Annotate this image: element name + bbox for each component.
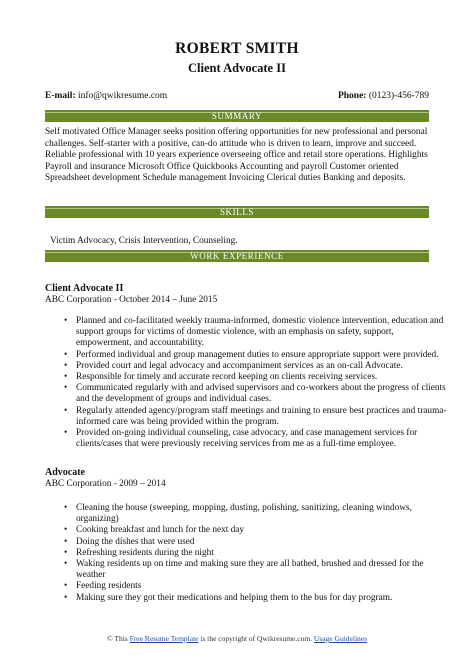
phone-value: (0123)-456-789	[368, 91, 429, 101]
bullet-icon: •	[64, 536, 68, 547]
duty-item: • Responsible for timely and accurate record keeping on clients receiving services.	[64, 372, 378, 383]
summary-text: Self motivated Office Manager seeks position offering opportunities for new professional and personal challenges. Self-starter with a positive, can-do attitude who is driven to learn, improve and succeed. Reliable professional with 10 years experience overseeing office and retail store operations. Highlights Payroll and insurance Microsoft Office Quickbooks Accounting and payroll Customer oriented Spreadsheet development Schedule management Invoicing Clerical duties Banking and deposits.	[45, 127, 428, 184]
phone-label: Phone:	[337, 91, 367, 101]
duty-item: • Waking residents up on time and making sure they are all bathed, brushed and dressed for the weather	[64, 559, 424, 581]
bullet-icon: •	[64, 383, 68, 394]
bullet-icon: •	[64, 316, 68, 326]
bullet-icon: •	[64, 428, 68, 439]
job-2-duties	[62, 503, 448, 604]
email-block	[45, 91, 167, 101]
duty-item: • Cooking breakfast and lunch for the next day	[64, 525, 245, 536]
experience-section-header: WORK EXPERIENCE	[45, 250, 429, 262]
bullet-icon: •	[64, 581, 68, 592]
job-1-meta: ABC Corporation - October 2014 – June 2015	[45, 295, 218, 305]
email-label: E-mail:	[45, 91, 76, 101]
bullet-icon: •	[64, 372, 68, 383]
bullet-icon: •	[64, 547, 68, 558]
duty-item: • Refreshing residents during the night	[64, 547, 214, 558]
duty-item: • Making sure they got their medications and helping them to the bus for day program.	[64, 592, 393, 603]
duty-item: • Planned and co-facilitated weekly trauma-informed, domestic violence intervention, education and support groups for victims of domestic violence, with an emphasis on safety, support, empowerment, and accountability.	[64, 316, 444, 349]
job-2-title: Advocate	[45, 467, 85, 478]
job-1-title: Client Advocate II	[45, 283, 124, 294]
duty-item: • Feeding residents	[64, 581, 142, 592]
footer-prefix: © This	[106, 634, 128, 643]
job-1-duties	[62, 316, 448, 450]
usage-guidelines-link[interactable]: Usage Guidelines	[313, 634, 368, 643]
email-value[interactable]: info@qwikresume.com	[77, 91, 168, 101]
duty-item: • Regularly attended agency/program staff meetings and training to ensure best practices and trauma-informed care was being provided within the program.	[64, 405, 447, 427]
free-template-link[interactable]: Free Resume Template	[129, 634, 199, 643]
bullet-icon: •	[64, 349, 68, 360]
skills-text: Victim Advocacy, Crisis Intervention, Counseling.	[50, 236, 238, 246]
bullet-icon: •	[64, 503, 68, 513]
copyright-footer	[0, 634, 474, 643]
bullet-icon: •	[64, 405, 68, 416]
summary-section-header: SUMMARY	[45, 110, 429, 122]
bullet-icon: •	[64, 559, 68, 570]
duty-item: • Communicated regularly with and advised supervisors and co-workers about the progress of clients and the development of groups and individual cases.	[64, 383, 446, 405]
job-title-heading: Client Advocate II	[188, 61, 286, 75]
bullet-icon: •	[64, 525, 68, 536]
phone-block	[338, 91, 429, 101]
candidate-name: ROBERT SMITH	[175, 40, 299, 57]
duty-item: • Cleaning the house (sweeping, mopping, dusting, polishing, sanitizing, cleaning windows, organizing)	[64, 503, 412, 525]
duty-item: • Provided court and legal advocacy and accompaniment services as an on-call Advocate.	[64, 360, 403, 371]
skills-section-header: SKILLS	[45, 206, 429, 218]
duty-item: • Performed individual and group management duties to ensure appropriate support were provided.	[64, 349, 439, 360]
job-2-meta: ABC Corporation - 2009 – 2014	[45, 479, 166, 489]
bullet-icon: •	[64, 592, 68, 603]
footer-middle: is the copyright of Qwikresume.com.	[200, 634, 313, 643]
duty-item: • Provided on-going individual counseling, case advocacy, and case management services for clients/cases that were previously receiving services from me as a full-time employee.	[64, 428, 418, 450]
duty-item: • Doing the dishes that were used	[64, 536, 195, 547]
bullet-icon: •	[64, 360, 68, 371]
